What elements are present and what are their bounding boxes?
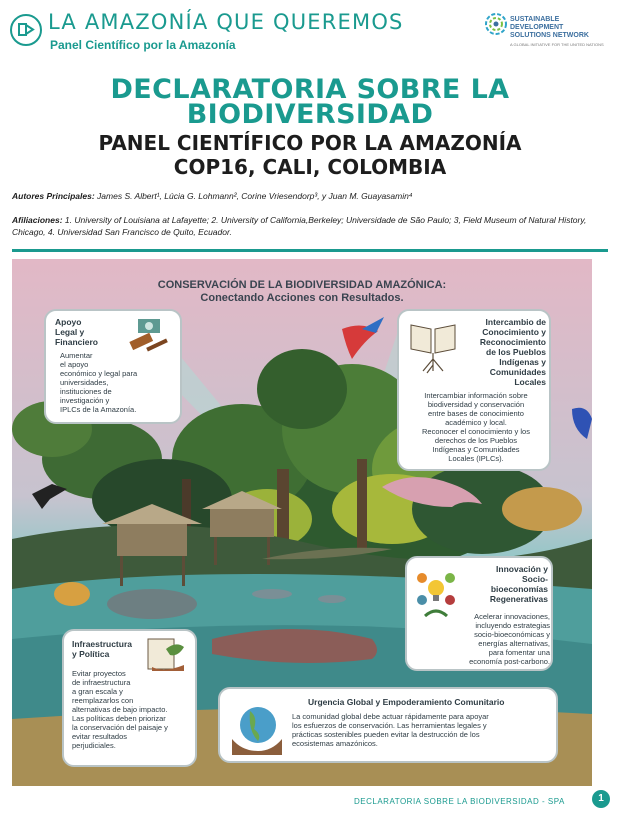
body-line: económico y legal para (60, 369, 138, 378)
title-line-4: COP16, CALI, COLOMBIA (173, 155, 447, 179)
heading-line: Comunidades (489, 367, 546, 377)
heading-line: Financiero (55, 337, 98, 347)
authors-line (12, 191, 612, 201)
page-number: 1 (592, 790, 610, 808)
body-line: de infraestructura (72, 678, 131, 687)
infographic-subtitle: Conectando Acciones con Resultados. (200, 292, 404, 304)
body-line: perjudiciales. (72, 741, 116, 750)
divider (12, 249, 608, 252)
card-body (404, 391, 548, 463)
document-subtitle (0, 131, 620, 179)
brand-title: LA AMAZONÍA QUE QUEREMOS (48, 10, 404, 34)
body-line: biodiversidad y conservación (427, 400, 525, 409)
card-heading: Urgencia Global y Empoderamiento Comunitario (308, 697, 505, 707)
infographic (12, 259, 592, 786)
heading-line: Intercambio de (485, 317, 546, 327)
body-line: para fomentar una (488, 648, 550, 657)
card-urgencia-global (218, 687, 558, 763)
card-apoyo-legal-financiero (44, 309, 182, 424)
authors-label: Autores Principales: (12, 191, 95, 201)
heading-line: Socio- (522, 574, 548, 584)
body-line: Acelerar innovaciones, (474, 612, 550, 621)
card-body (72, 669, 196, 750)
card-body (412, 612, 550, 666)
globe-hands-icon (228, 695, 286, 757)
heading-line: Apoyo (55, 317, 82, 327)
card-heading (55, 317, 98, 347)
heading-line: Infraestructura (72, 639, 132, 649)
body-line: Evitar proyectos (72, 669, 126, 678)
heading-line: Reconocimiento (479, 337, 546, 347)
body-line: Las políticas deben priorizar (72, 714, 166, 723)
body-line: Aumentar (60, 351, 93, 360)
body-line: el apoyo (60, 360, 89, 369)
body-line: Reconocer el conocimiento y los (422, 427, 530, 436)
document-title (0, 74, 620, 130)
brand-logo-icon (10, 14, 42, 46)
fish (252, 589, 292, 599)
tree-trunk (357, 459, 367, 549)
body-line: La comunidad global debe actuar rápidamente para apoyar (292, 712, 489, 721)
body-line: derechos de los Pueblos (434, 436, 518, 445)
manatee (107, 589, 197, 619)
body-line: economía post-carbono. (469, 657, 550, 666)
body-line: investigación y (60, 396, 110, 405)
card-heading (462, 564, 548, 604)
body-line: reemplazarlos con (72, 696, 134, 705)
heading-line: Regenerativas (489, 594, 548, 604)
heading-line: Innovación y (496, 564, 548, 574)
body-line: socio-bioeconómicas y (474, 630, 550, 639)
card-heading (72, 639, 132, 659)
body-line: universidades, (60, 378, 109, 387)
body-line: académico y local. (445, 418, 507, 427)
body-line: los esfuerzos de conservación. Las herramientas legales y (292, 721, 487, 730)
card-innovacion-socio-bioeconomias (405, 556, 553, 671)
body-line: Intercambiar información sobre (424, 391, 528, 400)
fish (54, 582, 90, 606)
body-line: alternativas de bajo impacto. (72, 705, 168, 714)
body-line: incluyendo estrategias (475, 621, 550, 630)
card-body (292, 712, 554, 748)
authors-names: James S. Albert¹, Lúcia G. Lohmann², Corine Vriesendorp³, y Juan M. Guayasamin⁴ (97, 191, 413, 201)
body-line: evitar resultados (72, 732, 128, 741)
partner-line-2: SOLUTIONS NETWORK (510, 32, 589, 39)
heading-line: Indígenas y (499, 357, 546, 367)
title-line-2: BIODIVERSIDAD (186, 99, 434, 130)
body-line: la conservación del paisaje y (72, 723, 168, 732)
heading-line: Conocimiento y (482, 327, 546, 337)
heading-line: Legal y (55, 327, 85, 337)
affiliations-text: 1. University of Louisiana at Lafayette; 2. University of California,Berkeley; Universidade de São Paulo; 3, Field Museum of Natural History, Chicago, 4. Universidad San Francisco de Quito, Ecuador. (12, 215, 587, 237)
affiliations-label: Afiliaciones: (12, 215, 63, 225)
partner-line-1: SUSTAINABLE DEVELOPMENT (510, 16, 564, 31)
book-roots-icon (407, 319, 459, 375)
body-line: entre bases de conocimiento (428, 409, 524, 418)
partner-name (510, 16, 610, 40)
body-line: ecosistemas amazónicos. (292, 739, 378, 748)
partner-tagline: A GLOBAL INITIATIVE FOR THE UNITED NATIONS (510, 42, 604, 47)
infographic-title: CONSERVACIÓN DE LA BIODIVERSIDAD AMAZÓNICA: (157, 279, 447, 291)
heading-line: Locales (514, 377, 546, 387)
body-line: a gran escala y (72, 687, 123, 696)
brand-subtitle: Panel Científico por la Amazonía (50, 38, 236, 52)
card-body (60, 351, 180, 414)
body-line: Indígenas y Comunidades (432, 445, 520, 454)
heading-line: bioeconomías (490, 584, 548, 594)
heading-line: de los Pueblos (486, 347, 546, 357)
body-line: energías alternativas, (478, 639, 550, 648)
affiliations (12, 214, 612, 238)
title-line-3: PANEL CIENTÍFICO POR LA AMAZONÍA (98, 131, 522, 155)
body-line: prácticas sostenibles pueden evitar la destrucción de los (292, 730, 480, 739)
body-line: IPLCs de la Amazonía. (60, 405, 137, 414)
policy-document-icon (144, 637, 190, 673)
card-heading (461, 317, 546, 387)
title-line-1: DECLARATORIA SOBRE LA (110, 74, 510, 105)
jaguar (502, 487, 582, 531)
heading-line: y Política (72, 649, 110, 659)
card-infraestructura-politica (62, 629, 197, 767)
body-line: instituciones de (60, 387, 112, 396)
card-intercambio-conocimiento (397, 309, 551, 471)
sdsn-logo-icon (484, 12, 508, 36)
fish (318, 595, 346, 603)
body-line: Locales (IPLCs). (448, 454, 504, 463)
footer-label: DECLARATORIA SOBRE LA BIODIVERSIDAD - SPA (354, 797, 565, 806)
